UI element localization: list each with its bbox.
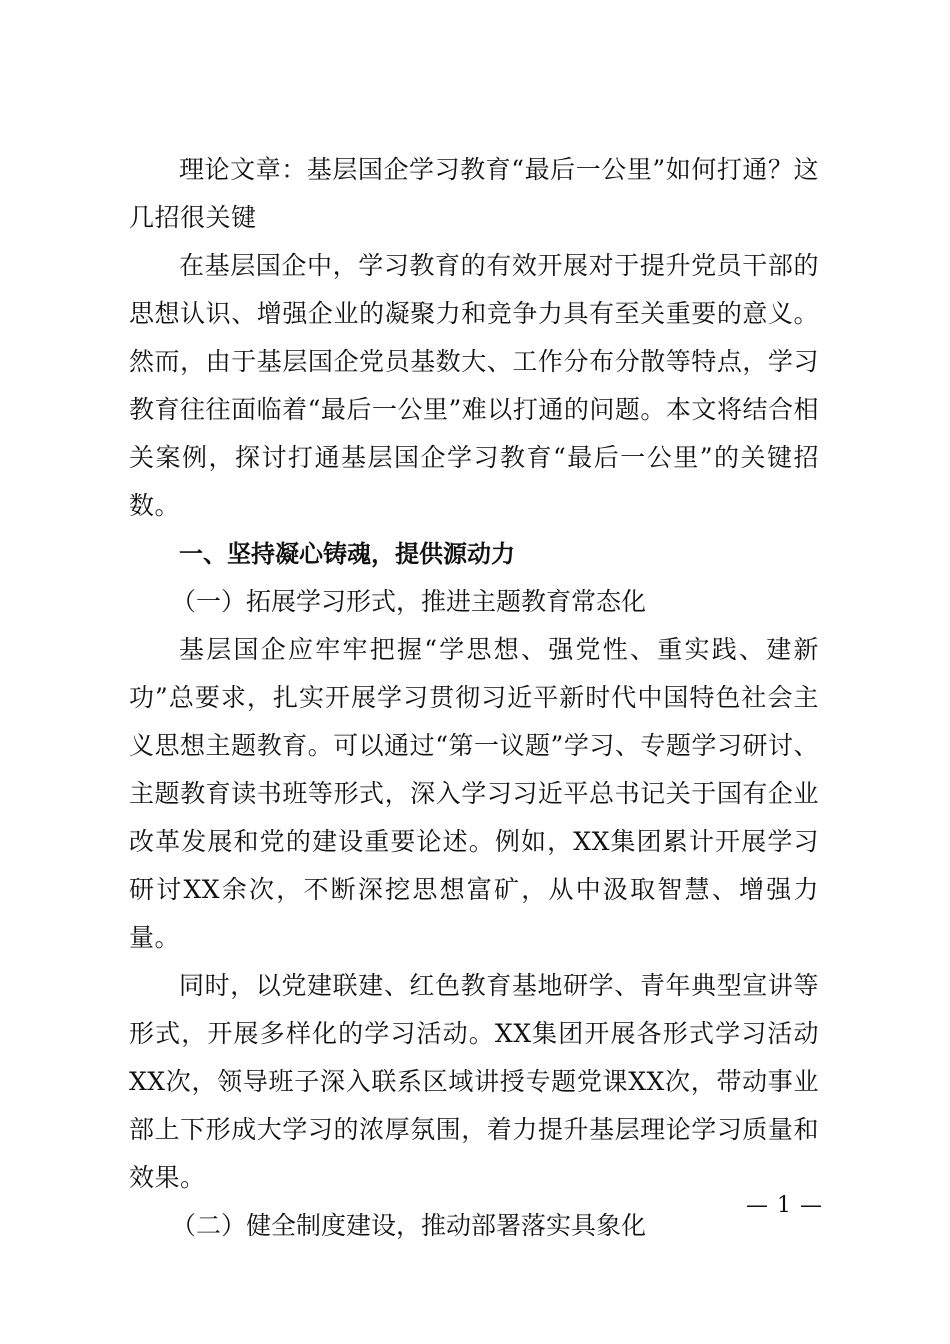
subsection-heading-2: （二）健全制度建设，推动部署落实具象化 xyxy=(171,1211,647,1240)
page-number: — 1 — xyxy=(746,1193,823,1218)
body-paragraph-1: 基层国企应牢牢把握“学思想、强党性、重实践、建新功”总要求，扎实开展学习贯彻习近平新时代中国特色社会主义思想主题教育。可以通过“第一议题”学习、专题学习研讨、主题教育读书班等形式，深入学习习近平总书记关于国有企业改革发展和党的建设重要论述。例如，XX集团累计开展学习研讨XX余次，不断深挖思想富矿，从中汲取智慧、增强力量。 xyxy=(129,635,819,952)
section-heading-1: 一、坚持凝心铸魂，提供源动力 xyxy=(179,540,515,568)
intro-paragraph: 在基层国企中，学习教育的有效开展对于提升党员干部的思想认识、增强企业的凝聚力和竞争力具有至关重要的意义。然而，由于基层国企党员基数大、工作分布分散等特点，学习教育往往面临着“最后一公里”难以打通的问题。本文将结合相关案例，探讨打通基层国企学习教育“最后一公里”的关键招数。 xyxy=(129,251,819,520)
document-body xyxy=(129,146,819,1250)
body-paragraph-2: 同时，以党建联建、红色教育基地研学、青年典型宣讲等形式，开展多样化的学习活动。XX集团开展各形式学习活动XX次，领导班子深入联系区域讲授专题党课XX次，带动事业部上下形成大学习的浓厚氛围，着力提升基层理论学习质量和效果。 xyxy=(129,971,819,1192)
subsection-heading-1: （一）拓展学习形式，推进主题教育常态化 xyxy=(171,587,647,616)
document-title: 理论文章：基层国企学习教育“最后一公里”如何打通？这几招很关键 xyxy=(129,155,819,232)
